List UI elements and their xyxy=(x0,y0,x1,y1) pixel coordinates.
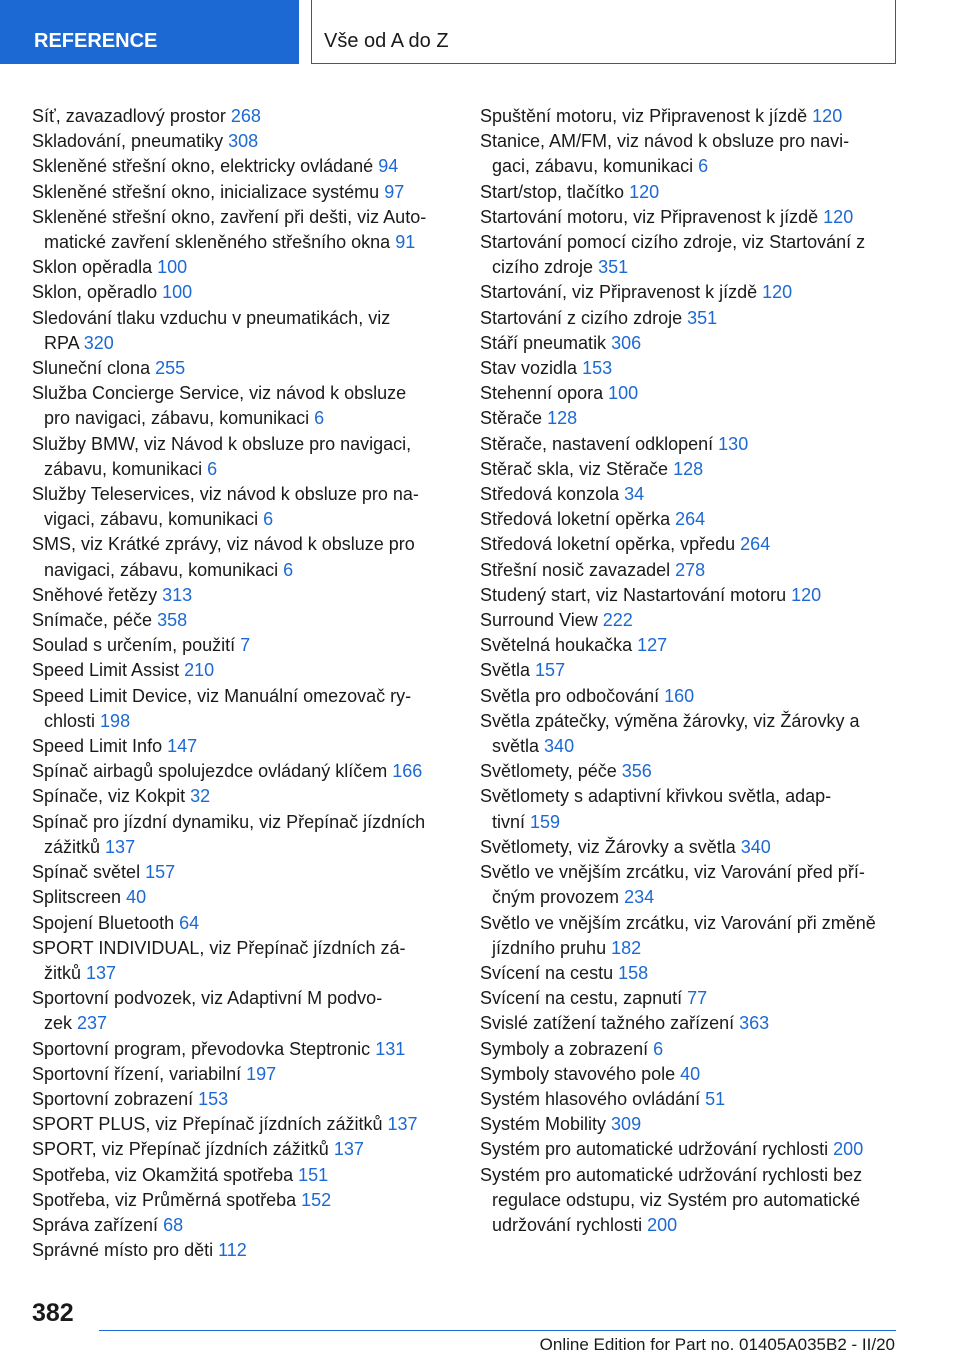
index-entry-text: Speed Limit Info xyxy=(32,736,163,757)
index-entry xyxy=(480,986,900,1011)
page-reference-link[interactable]: 198 xyxy=(100,710,131,731)
index-entry-text: Splitscreen xyxy=(32,887,122,908)
page-reference-link[interactable]: 182 xyxy=(611,937,642,958)
index-entry xyxy=(480,784,900,834)
page-reference-link[interactable]: 120 xyxy=(812,106,843,126)
index-entry-text: Svislé zatížení tažného zařízení xyxy=(480,1013,735,1034)
index-entry-text: Síť, zavazadlový prostor xyxy=(32,106,226,126)
page-reference-link[interactable]: 356 xyxy=(621,761,652,782)
index-entry-text: zábavu, komunikaci xyxy=(44,458,203,479)
page-reference-link[interactable]: 77 xyxy=(687,988,708,1009)
page-reference-link[interactable]: 32 xyxy=(190,786,211,807)
index-entry-text: jízdního pruhu xyxy=(492,937,607,958)
index-entry xyxy=(32,1062,448,1087)
section-tab[interactable] xyxy=(0,0,299,64)
index-entry-text: Stehenní opora xyxy=(480,383,604,404)
index-entry xyxy=(32,1087,448,1112)
index-entry xyxy=(32,583,448,608)
index-entry-text: Sportovní řízení, variabilní xyxy=(32,1063,242,1084)
index-entry xyxy=(480,961,900,986)
page-reference-link[interactable]: 128 xyxy=(673,458,704,479)
index-entry-text: Spínač světel xyxy=(32,862,141,883)
index-entry xyxy=(32,1188,448,1213)
page-reference-link[interactable]: 153 xyxy=(198,1088,229,1109)
footer-divider xyxy=(99,1330,896,1331)
page-reference-link[interactable]: 278 xyxy=(675,559,706,580)
page-title: Vše od A do Z xyxy=(324,30,449,52)
page-reference-link[interactable]: 34 xyxy=(624,484,645,505)
page-reference-link[interactable]: 120 xyxy=(791,584,822,605)
index-entry xyxy=(480,1037,900,1062)
index-entry-text: Svícení na cestu, zapnutí xyxy=(480,988,683,1009)
page-reference-link[interactable]: 234 xyxy=(624,887,655,908)
index-entry xyxy=(480,205,900,230)
index-entry-text: Služby BMW, viz Návod k obsluze pro navigaci, xyxy=(32,433,412,454)
page-reference-link[interactable]: 137 xyxy=(333,1139,364,1160)
page-reference-link[interactable]: 264 xyxy=(740,534,771,555)
index-entry-text: SPORT INDIVIDUAL, viz Přepínač jízdních zá- xyxy=(32,937,406,958)
page-reference-link[interactable]: 340 xyxy=(544,736,575,757)
page-reference-link[interactable]: 200 xyxy=(833,1139,864,1160)
index-entry xyxy=(32,911,448,936)
page-number: 382 xyxy=(32,1299,74,1327)
index-entry-text: Skleněné střešní okno, zavření při dešti, viz Auto- xyxy=(32,206,427,227)
index-entry-text: Sledování tlaku vzduchu v pneumatikách, viz xyxy=(32,307,391,328)
index-entry xyxy=(32,280,448,305)
index-entry-text: Start/stop, tlačítko xyxy=(480,181,625,202)
page-reference-link[interactable]: 127 xyxy=(637,635,668,656)
index-entry xyxy=(480,432,900,457)
index-entry-text: Symboly stavového pole xyxy=(480,1063,676,1084)
page-reference-link[interactable]: 120 xyxy=(629,181,660,202)
page-reference-link[interactable]: 91 xyxy=(395,232,416,253)
index-entry xyxy=(480,1011,900,1036)
index-entry-text: Studený start, viz Nastartování motoru xyxy=(480,584,787,605)
index-entry-text: Surround View xyxy=(480,610,598,631)
index-entry-text: vigaci, zábavu, komunikaci xyxy=(44,509,259,530)
index-entry xyxy=(480,406,900,431)
page-reference-link[interactable]: 40 xyxy=(680,1063,701,1084)
index-entry xyxy=(480,104,900,129)
index-entry-text: Světelná houkačka xyxy=(480,635,633,656)
page-reference-link[interactable]: 68 xyxy=(163,1214,184,1235)
index-entry-text: Středová loketní opěrka, vpředu xyxy=(480,534,736,555)
index-entry-text: světla xyxy=(492,736,540,757)
index-entry xyxy=(480,860,900,910)
index-entry-text: navigaci, zábavu, komunikaci xyxy=(44,559,279,580)
page-reference-link[interactable]: 313 xyxy=(162,584,193,605)
index-entry xyxy=(32,381,448,431)
index-entry-text: Skladování, pneumatiky xyxy=(32,131,224,152)
page-reference-link[interactable]: 120 xyxy=(762,282,793,303)
index-entry-text: Systém Mobility xyxy=(480,1114,607,1135)
index-entry xyxy=(480,633,900,658)
page-reference-link[interactable]: 6 xyxy=(207,458,218,479)
section-tab-label: REFERENCE xyxy=(34,30,158,52)
index-entry-text: Služba Concierge Service, viz návod k obsluze xyxy=(32,383,407,404)
index-entry xyxy=(480,1062,900,1087)
page-reference-link[interactable]: 40 xyxy=(126,887,147,908)
index-entry xyxy=(480,532,900,557)
index-entry-text: Spojení Bluetooth xyxy=(32,912,175,933)
index-entry-text: Spínač airbagů spolujezdce ovládaný klíčem xyxy=(32,761,388,782)
index-entry xyxy=(480,835,900,860)
page-reference-link[interactable]: 6 xyxy=(314,408,325,429)
index-entry xyxy=(32,205,448,255)
index-entry xyxy=(480,457,900,482)
page-reference-link[interactable]: 351 xyxy=(687,307,718,328)
index-entry xyxy=(480,507,900,532)
page-reference-link[interactable]: 268 xyxy=(230,106,261,126)
index-entry-text: Světlomety, péče xyxy=(480,761,617,782)
page-reference-link[interactable]: 6 xyxy=(263,509,274,530)
index-entry xyxy=(480,1087,900,1112)
index-entry xyxy=(480,759,900,784)
page-reference-link[interactable]: 128 xyxy=(547,408,578,429)
index-entry xyxy=(32,734,448,759)
index-entry xyxy=(480,129,900,179)
index-entry-text: Spotřeba, viz Průměrná spotřeba xyxy=(32,1189,297,1210)
index-entry-text: SMS, viz Krátké zprávy, viz návod k obsluze pro xyxy=(32,534,415,555)
page-reference-link[interactable]: 94 xyxy=(378,156,399,177)
index-entry-text: Světla xyxy=(480,660,531,681)
index-entry-text: Světlomety s adaptivní křivkou světla, adap- xyxy=(480,786,832,807)
index-entry-text: RPA xyxy=(44,332,79,353)
index-entry-text: zek xyxy=(44,1013,73,1034)
page-reference-link[interactable]: 137 xyxy=(387,1114,418,1135)
page-reference-link[interactable]: 308 xyxy=(228,131,259,152)
index-entry xyxy=(32,1137,448,1162)
index-entry xyxy=(480,482,900,507)
index-entry xyxy=(32,180,448,205)
index-entry xyxy=(32,482,448,532)
index-entry-text: Sportovní zobrazení xyxy=(32,1088,194,1109)
index-entry-text: Světlo ve vnějším zrcátku, viz Varování před pří- xyxy=(480,862,865,883)
index-entry-text: Startování pomocí cizího zdroje, viz Startování z xyxy=(480,232,866,253)
page-reference-link[interactable]: 100 xyxy=(608,383,639,404)
page-reference-link[interactable]: 351 xyxy=(598,257,629,278)
index-entry-text: Středová loketní opěrka xyxy=(480,509,671,530)
page-reference-link[interactable]: 264 xyxy=(675,509,706,530)
page-reference-link[interactable]: 306 xyxy=(611,332,642,353)
page-reference-link[interactable]: 7 xyxy=(240,635,251,656)
index-entry-text: Soulad s určením, použití xyxy=(32,635,236,656)
index-entry xyxy=(32,1213,448,1238)
index-entry xyxy=(480,230,900,280)
index-entry xyxy=(32,1163,448,1188)
page-reference-link[interactable]: 160 xyxy=(664,685,695,706)
index-entry-text: Startování, viz Připravenost k jízdě xyxy=(480,282,758,303)
index-entry xyxy=(32,810,448,860)
page-reference-link[interactable]: 197 xyxy=(246,1063,277,1084)
index-entry-text: Symboly a zobrazení xyxy=(480,1038,649,1059)
index-entry-text: Stáří pneumatik xyxy=(480,332,607,353)
index-entry xyxy=(480,911,900,961)
page-reference-link[interactable]: 255 xyxy=(155,358,186,379)
page-reference-link[interactable]: 210 xyxy=(184,660,215,681)
index-entry xyxy=(480,381,900,406)
page-reference-link[interactable]: 130 xyxy=(718,433,749,454)
index-entry xyxy=(480,1112,900,1137)
index-entry-text: chlosti xyxy=(44,710,96,731)
index-entry-text: Spínače, viz Kokpit xyxy=(32,786,186,807)
index-entry xyxy=(32,432,448,482)
index-column-left xyxy=(32,104,448,1263)
index-entry-text: SPORT, viz Přepínač jízdních zážitků xyxy=(32,1139,329,1160)
index-entry xyxy=(32,255,448,280)
index-column-right xyxy=(480,104,900,1238)
page-reference-link[interactable]: 51 xyxy=(705,1088,726,1109)
index-entry xyxy=(32,608,448,633)
index-entry-text: SPORT PLUS, viz Přepínač jízdních zážitků xyxy=(32,1114,383,1135)
index-entry xyxy=(32,306,448,356)
index-entry-text: regulace odstupu, viz Systém pro automatické xyxy=(492,1189,861,1210)
index-entry-text: matické zavření skleněného střešního okna xyxy=(44,232,391,253)
page-reference-link[interactable]: 112 xyxy=(218,1240,247,1261)
page-reference-link[interactable]: 6 xyxy=(283,559,294,580)
page-reference-link[interactable]: 158 xyxy=(618,962,649,983)
index-entry xyxy=(480,558,900,583)
index-entry-text: Startování motoru, viz Připravenost k jízdě xyxy=(480,206,819,227)
page-reference-link[interactable]: 157 xyxy=(535,660,566,681)
index-entry-text: Systém pro automatické udržování rychlosti bez xyxy=(480,1164,863,1185)
index-entry xyxy=(32,1037,448,1062)
index-entry xyxy=(32,860,448,885)
index-entry-text: Systém hlasového ovládání xyxy=(480,1088,701,1109)
page-reference-link[interactable]: 222 xyxy=(602,610,633,631)
index-entry-text: Snímače, péče xyxy=(32,610,153,631)
page-reference-link[interactable]: 309 xyxy=(611,1114,642,1135)
page-reference-link[interactable]: 6 xyxy=(698,156,709,177)
index-entry xyxy=(480,306,900,331)
index-entry xyxy=(32,633,448,658)
index-entry-text: udržování rychlosti xyxy=(492,1214,643,1235)
index-entry-text: Světla pro odbočování xyxy=(480,685,660,706)
index-entry-text: Speed Limit Device, viz Manuální omezovač ry- xyxy=(32,685,412,706)
index-entry-text: Stěrač skla, viz Stěrače xyxy=(480,458,669,479)
page-reference-link[interactable]: 157 xyxy=(145,862,176,883)
index-entry xyxy=(32,684,448,734)
page-reference-link[interactable]: 97 xyxy=(384,181,405,202)
index-entry-text: Správa zařízení xyxy=(32,1214,159,1235)
index-entry xyxy=(32,658,448,683)
page-reference-link[interactable]: 100 xyxy=(157,257,188,278)
index-entry xyxy=(32,104,448,129)
index-entry-text: Světlo ve vnějším zrcátku, viz Varování při změně xyxy=(480,912,876,933)
index-entry xyxy=(480,608,900,633)
index-entry-text: Stanice, AM/FM, viz návod k obsluze pro navi- xyxy=(480,131,850,152)
page-reference-link[interactable]: 137 xyxy=(86,962,117,983)
index-entry-text: cizího zdroje xyxy=(492,257,594,278)
index-entry xyxy=(32,936,448,986)
index-entry-text: Sluneční clona xyxy=(32,358,151,379)
index-entry xyxy=(480,1137,900,1162)
footer-edition: Online Edition for Part no. 01405A035B2 - II/20 xyxy=(539,1335,895,1354)
index-entry xyxy=(480,180,900,205)
index-entry-text: zážitků xyxy=(44,836,101,857)
header-title-box xyxy=(311,0,896,64)
index-entry-text: Sklon, opěradlo xyxy=(32,282,158,303)
index-entry-text: Sklon opěradla xyxy=(32,257,153,278)
index-entry xyxy=(32,885,448,910)
page-reference-link[interactable]: 358 xyxy=(157,610,188,631)
index-entry xyxy=(32,129,448,154)
page-reference-link[interactable]: 166 xyxy=(392,761,423,782)
page-reference-link[interactable]: 153 xyxy=(582,358,613,379)
index-entry-text: Správné místo pro děti xyxy=(32,1240,214,1261)
index-entry xyxy=(32,1112,448,1137)
index-entry xyxy=(32,154,448,179)
page-reference-link[interactable]: 6 xyxy=(653,1038,664,1059)
index-entry-text: Služby Teleservices, viz návod k obsluze pro na- xyxy=(32,484,419,505)
index-entry-text: Speed Limit Assist xyxy=(32,660,180,681)
index-entry-text: Startování z cizího zdroje xyxy=(480,307,683,328)
index-entry xyxy=(480,280,900,305)
index-entry xyxy=(480,1163,900,1239)
index-entry xyxy=(480,684,900,709)
index-entry xyxy=(32,356,448,381)
page-reference-link[interactable]: 64 xyxy=(179,912,200,933)
index-entry-text: Světlomety, viz Žárovky a světla xyxy=(480,836,736,857)
index-entry-text: Spotřeba, viz Okamžitá spotřeba xyxy=(32,1164,294,1185)
index-entry xyxy=(480,583,900,608)
page-reference-link[interactable]: 237 xyxy=(77,1013,108,1034)
index-entry xyxy=(32,759,448,784)
index-entry-text: Středová konzola xyxy=(480,484,620,505)
index-entry xyxy=(480,709,900,759)
index-entry-text: Světla zpátečky, výměna žárovky, viz Žárovky a xyxy=(480,710,860,731)
page-reference-link[interactable]: 137 xyxy=(105,836,136,857)
index-entry xyxy=(32,532,448,582)
index-entry-text: gaci, zábavu, komunikaci xyxy=(492,156,694,177)
page-reference-link[interactable]: 131 xyxy=(375,1038,406,1059)
index-entry-text: Skleněné střešní okno, elektricky ovládané xyxy=(32,156,374,177)
index-entry-text: Spuštění motoru, viz Připravenost k jízdě xyxy=(480,106,808,126)
index-entry-text: Sportovní program, převodovka Steptronic xyxy=(32,1038,371,1059)
index-entry xyxy=(32,784,448,809)
page-reference-link[interactable]: 100 xyxy=(162,282,193,303)
index-entry-text: Skleněné střešní okno, inicializace systému xyxy=(32,181,380,202)
index-entry-text: pro navigaci, zábavu, komunikaci xyxy=(44,408,310,429)
index-entry xyxy=(480,356,900,381)
page-reference-link[interactable]: 200 xyxy=(647,1214,678,1235)
index-entry-text: žitků xyxy=(44,962,82,983)
index-entry-text: Stěrače xyxy=(480,408,543,429)
page-reference-link[interactable]: 151 xyxy=(298,1164,329,1185)
index-entry-text: čným provozem xyxy=(492,887,620,908)
index-entry xyxy=(480,658,900,683)
page-reference-link[interactable]: 320 xyxy=(83,332,114,353)
page-reference-link[interactable]: 152 xyxy=(301,1189,332,1210)
index-entry-text: Spínač pro jízdní dynamiku, viz Přepínač jízdních xyxy=(32,811,426,832)
page-reference-link[interactable]: 120 xyxy=(823,206,854,227)
index-entry xyxy=(480,331,900,356)
index-entry-text: Stav vozidla xyxy=(480,358,578,379)
index-entry-text: Svícení na cestu xyxy=(480,962,614,983)
index-entry-text: Sněhové řetězy xyxy=(32,584,158,605)
index-entry-text: Systém pro automatické udržování rychlosti xyxy=(480,1139,829,1160)
index-entry-text: Sportovní podvozek, viz Adaptivní M podvo- xyxy=(32,988,383,1009)
index-entry-text: Střešní nosič zavazadel xyxy=(480,559,671,580)
page-reference-link[interactable]: 340 xyxy=(740,836,771,857)
index-entry-text: tivní xyxy=(492,811,526,832)
page-reference-link[interactable]: 147 xyxy=(167,736,198,757)
index-entry xyxy=(32,986,448,1036)
page-reference-link[interactable]: 363 xyxy=(739,1013,770,1034)
page-reference-link[interactable]: 159 xyxy=(530,811,561,832)
index-entry xyxy=(32,1238,448,1263)
index-entry-text: Stěrače, nastavení odklopení xyxy=(480,433,714,454)
